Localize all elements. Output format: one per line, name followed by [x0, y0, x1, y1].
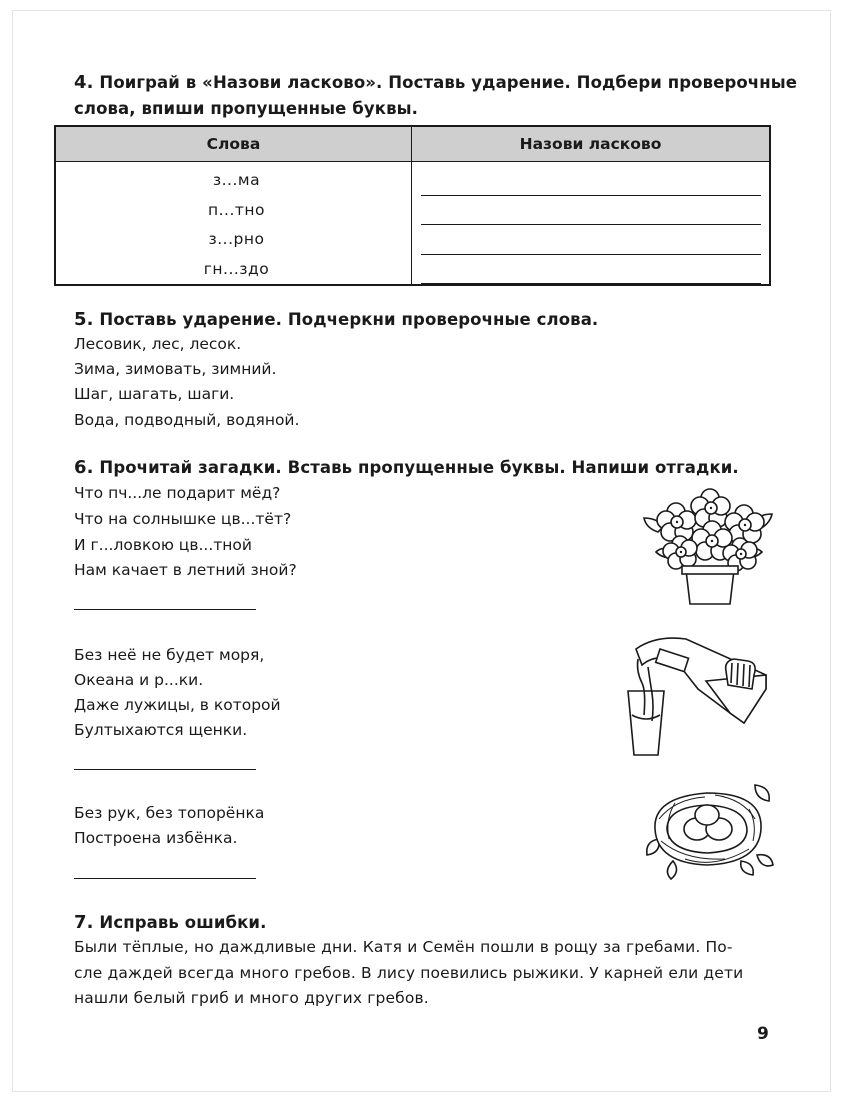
task5-line: Лесовик, лес, лесок.	[74, 335, 242, 353]
task5-title-text: Поставь ударение. Подчеркни проверочные слова.	[99, 310, 599, 329]
riddle1-line: Нам качает в летний зной?	[74, 561, 297, 579]
task6-number: 6.	[74, 457, 94, 478]
riddle1-line: Что пч...ле подарит мёд?	[74, 484, 281, 502]
task7-title	[74, 910, 266, 936]
words-column	[55, 162, 412, 286]
riddle3-line: Построена избёнка.	[74, 829, 238, 847]
riddle1-line: Что на солнышке цв...тёт?	[74, 510, 292, 528]
flower-pot-icon	[640, 484, 776, 608]
riddle3-line: Без рук, без топорёнка	[74, 804, 265, 822]
word-item: з...ма	[212, 171, 261, 189]
table-header-words: Слова	[55, 126, 412, 162]
answers-column	[412, 162, 771, 286]
task6-title-text: Прочитай загадки. Вставь пропущенные буквы. Напиши отгадки.	[99, 458, 739, 477]
word-item: гн...здо	[203, 259, 270, 278]
word-item: з...рно	[208, 230, 265, 248]
task4-number: 4.	[74, 72, 94, 93]
answer-line[interactable]	[421, 166, 761, 196]
riddle2-line: Даже лужицы, в которой	[74, 696, 281, 714]
task7-line: сле даждей всегда много гребов. В лису поевились рыжики. У карней ели дети	[74, 964, 744, 982]
nest-icon	[645, 779, 775, 881]
riddle2-line: Океана и р...ки.	[74, 671, 204, 689]
riddle2-line: Без неё не будет моря,	[74, 646, 265, 664]
task4-title	[74, 70, 797, 96]
task7-number: 7.	[74, 912, 94, 933]
task4-title-text: Поиграй в «Назови ласково». Поставь ударение. Подбери проверочные	[99, 73, 798, 92]
faucet-icon	[606, 631, 776, 761]
table-header-affectionate: Назови ласково	[412, 126, 771, 162]
answer-line[interactable]	[421, 196, 761, 226]
riddle2-answer-line[interactable]	[74, 769, 256, 770]
task5-line: Вода, подводный, водяной.	[74, 411, 300, 429]
task6-title	[74, 455, 739, 481]
task7-title-text: Исправь ошибки.	[99, 913, 267, 932]
task4-title-line2: слова, впиши пропущенные буквы.	[74, 99, 419, 118]
page-number: 9	[757, 1024, 769, 1044]
task5-number: 5.	[74, 309, 94, 330]
word-item: п...тно	[207, 200, 266, 219]
task7-line: нашли белый гриб и много других гребов.	[74, 989, 429, 1007]
task5-line: Шаг, шагать, шаги.	[74, 385, 235, 403]
riddle1-answer-line[interactable]	[74, 609, 256, 610]
answer-line[interactable]	[421, 225, 761, 255]
task7-line: Были тёплые, но даждливые дни. Катя и Семён пошли в рощу за гребами. По-	[74, 938, 733, 956]
task5-title	[74, 307, 598, 333]
words-table	[54, 125, 771, 286]
riddle3-answer-line[interactable]	[74, 878, 256, 879]
task5-line: Зима, зимовать, зимний.	[74, 360, 277, 378]
answer-line[interactable]	[421, 255, 761, 285]
riddle2-line: Бултыхаются щенки.	[74, 721, 248, 739]
riddle1-line: И г...ловкою цв...тной	[74, 536, 252, 554]
